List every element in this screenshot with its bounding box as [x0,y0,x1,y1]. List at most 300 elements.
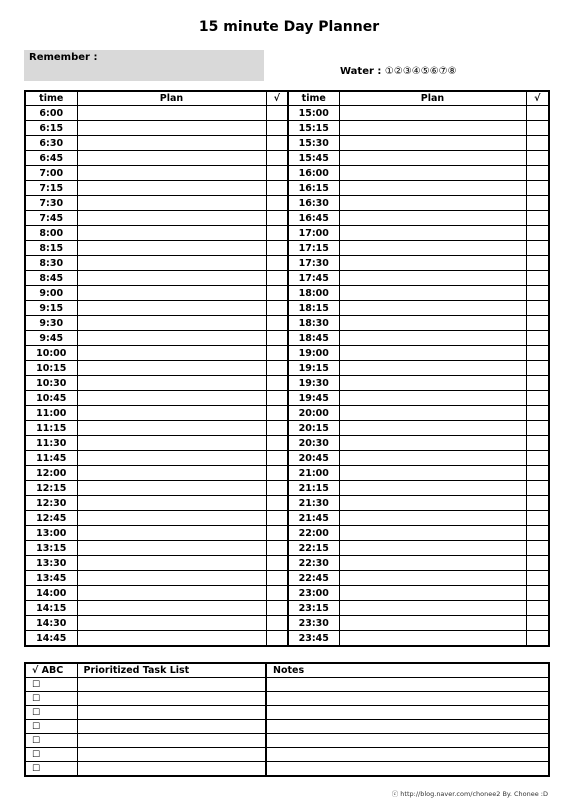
time-cell: 7:30 [25,196,77,211]
check-cell[interactable] [266,316,288,331]
time-cell: 6:15 [25,121,77,136]
check-cell[interactable] [266,241,288,256]
time-cell: 8:00 [25,226,77,241]
plan-cell[interactable] [77,301,266,316]
check-cell[interactable] [266,586,288,601]
check-cell[interactable] [266,301,288,316]
plan-cell[interactable] [77,331,266,346]
task-checkbox-cell[interactable] [25,762,77,777]
notes-cell[interactable] [266,720,549,734]
schedule-row [25,241,549,256]
schedule-row [25,316,549,331]
check-cell[interactable] [266,361,288,376]
plan-cell[interactable] [339,121,526,136]
schedule-row [25,211,549,226]
time-cell: 8:45 [25,271,77,286]
task-text-cell[interactable] [77,748,266,762]
check-cell[interactable] [266,391,288,406]
schedule-row [25,451,549,466]
schedule-row [25,286,549,301]
time-cell: 12:30 [25,496,77,511]
time-cell: 20:45 [288,451,339,466]
time-cell: 13:45 [25,571,77,586]
check-cell[interactable] [526,466,549,481]
page-title: 15 minute Day Planner [198,19,380,35]
plan-cell[interactable] [339,631,526,647]
check-cell[interactable] [526,376,549,391]
check-cell[interactable] [526,421,549,436]
check-cell[interactable] [526,331,549,346]
plan-cell[interactable] [339,571,526,586]
time-cell: 21:30 [288,496,339,511]
task-table [24,662,550,777]
time-cell: 18:00 [288,286,339,301]
task-checkbox-cell[interactable] [25,706,77,720]
time-cell: 11:00 [25,406,77,421]
plan-cell[interactable] [339,361,526,376]
check-cell[interactable] [266,346,288,361]
check-cell[interactable] [266,511,288,526]
check-cell[interactable] [266,331,288,346]
plan-cell[interactable] [77,271,266,286]
footer-credit: ⓒ http://blog.naver.com/chonee2 By. Chonee :D [391,790,548,798]
time-cell: 15:30 [288,136,339,151]
time-cell: 10:30 [25,376,77,391]
water-label: Water : [340,66,382,77]
time-cell: 20:00 [288,406,339,421]
check-cell[interactable] [266,196,288,211]
plan-cell[interactable] [339,136,526,151]
check-cell[interactable] [266,181,288,196]
plan-cell[interactable] [339,346,526,361]
plan-cell[interactable] [77,121,266,136]
time-cell: 20:30 [288,436,339,451]
check-cell[interactable] [526,481,549,496]
notes-cell[interactable] [266,748,549,762]
schedule-row [25,406,549,421]
time-cell: 10:15 [25,361,77,376]
check-cell[interactable] [526,271,549,286]
task-row [25,762,549,777]
schedule-row [25,391,549,406]
schedule-row [25,226,549,241]
notes-cell[interactable] [266,692,549,706]
time-cell: 7:00 [25,166,77,181]
time-cell: 18:15 [288,301,339,316]
plan-cell[interactable] [77,616,266,631]
time-cell: 12:00 [25,466,77,481]
task-text-cell[interactable] [77,706,266,720]
check-cell[interactable] [266,136,288,151]
check-cell[interactable] [266,631,288,647]
plan-cell[interactable] [77,541,266,556]
check-cell[interactable] [266,541,288,556]
plan-cell[interactable] [77,481,266,496]
plan-cell[interactable] [77,571,266,586]
check-cell[interactable] [526,556,549,571]
task-header-row [25,663,549,678]
water-glasses[interactable]: ①②③④⑤⑥⑦⑧ [384,66,457,77]
plan-cell[interactable] [77,376,266,391]
schedule-header-row [25,91,549,106]
schedule-row [25,331,549,346]
task-checkbox-cell[interactable] [25,734,77,748]
check-cell[interactable] [526,196,549,211]
check-cell[interactable] [266,496,288,511]
schedule-row [25,181,549,196]
check-header: √ [526,91,549,106]
notes-header: Notes [266,663,549,678]
plan-cell[interactable] [339,481,526,496]
notes-cell[interactable] [266,706,549,720]
time-cell: 9:00 [25,286,77,301]
plan-cell[interactable] [339,601,526,616]
plan-cell[interactable] [77,421,266,436]
plan-cell[interactable] [339,286,526,301]
plan-cell[interactable] [77,196,266,211]
schedule-row [25,436,549,451]
schedule-row [25,196,549,211]
plan-cell[interactable] [339,241,526,256]
check-cell[interactable] [526,601,549,616]
plan-cell[interactable] [77,226,266,241]
check-cell[interactable] [526,241,549,256]
check-cell[interactable] [526,526,549,541]
plan-cell[interactable] [339,511,526,526]
check-cell[interactable] [526,586,549,601]
plan-cell[interactable] [339,316,526,331]
plan-cell[interactable] [339,436,526,451]
time-cell: 13:30 [25,556,77,571]
check-cell[interactable] [266,466,288,481]
check-cell[interactable] [526,316,549,331]
task-checkbox-cell[interactable] [25,692,77,706]
plan-cell[interactable] [339,301,526,316]
check-cell[interactable] [266,601,288,616]
time-cell: 15:15 [288,121,339,136]
time-cell: 18:30 [288,316,339,331]
check-cell[interactable] [526,541,549,556]
time-cell: 14:00 [25,586,77,601]
time-cell: 15:00 [288,106,339,121]
time-cell: 11:30 [25,436,77,451]
plan-cell[interactable] [339,166,526,181]
check-cell[interactable] [266,436,288,451]
time-cell: 19:30 [288,376,339,391]
check-cell[interactable] [266,421,288,436]
time-cell: 23:15 [288,601,339,616]
schedule-row [25,151,549,166]
schedule-row [25,481,549,496]
task-row [25,720,549,734]
check-cell[interactable] [266,271,288,286]
plan-cell[interactable] [339,526,526,541]
plan-cell[interactable] [77,136,266,151]
time-cell: 6:45 [25,151,77,166]
time-cell: 10:00 [25,346,77,361]
time-cell: 22:30 [288,556,339,571]
schedule-row [25,346,549,361]
check-cell[interactable] [526,571,549,586]
plan-cell[interactable] [339,196,526,211]
plan-cell[interactable] [339,406,526,421]
time-cell: 17:15 [288,241,339,256]
plan-cell[interactable] [77,256,266,271]
plan-cell[interactable] [77,361,266,376]
plan-cell[interactable] [339,151,526,166]
checkbox-icon[interactable]: ☐ [32,707,41,718]
time-header: time [288,91,339,106]
time-cell: 19:45 [288,391,339,406]
plan-cell[interactable] [77,151,266,166]
schedule-row [25,376,549,391]
check-cell[interactable] [266,226,288,241]
check-cell[interactable] [526,406,549,421]
check-cell[interactable] [266,481,288,496]
schedule-row [25,496,549,511]
time-cell: 7:15 [25,181,77,196]
plan-header: Plan [77,91,266,106]
task-text-cell[interactable] [77,762,266,777]
check-cell[interactable] [526,361,549,376]
check-cell[interactable] [266,166,288,181]
schedule-row [25,586,549,601]
time-cell: 19:00 [288,346,339,361]
check-cell[interactable] [266,616,288,631]
notes-cell[interactable] [266,678,549,692]
time-cell: 23:00 [288,586,339,601]
check-cell[interactable] [526,631,549,647]
time-cell: 16:15 [288,181,339,196]
plan-cell[interactable] [77,241,266,256]
time-cell: 18:45 [288,331,339,346]
time-cell: 17:45 [288,271,339,286]
time-cell: 6:30 [25,136,77,151]
plan-cell[interactable] [339,106,526,121]
plan-cell[interactable] [339,421,526,436]
time-cell: 11:15 [25,421,77,436]
check-cell[interactable] [526,256,549,271]
check-cell[interactable] [526,511,549,526]
check-cell[interactable] [266,571,288,586]
plan-cell[interactable] [77,601,266,616]
plan-cell[interactable] [77,286,266,301]
notes-cell[interactable] [266,762,549,777]
plan-cell[interactable] [339,376,526,391]
schedule-row [25,511,549,526]
schedule-row [25,526,549,541]
schedule-row [25,271,549,286]
schedule-row [25,136,549,151]
plan-cell[interactable] [339,616,526,631]
water-tracker [340,66,457,77]
checkbox-icon[interactable]: ☐ [32,749,41,760]
time-cell: 7:45 [25,211,77,226]
check-cell[interactable] [526,181,549,196]
schedule-row [25,166,549,181]
time-cell: 8:15 [25,241,77,256]
notes-cell[interactable] [266,734,549,748]
plan-cell[interactable] [77,406,266,421]
time-cell: 14:45 [25,631,77,647]
check-cell[interactable] [526,436,549,451]
checkbox-icon[interactable]: ☐ [32,735,41,746]
schedule-row [25,466,549,481]
schedule-row [25,361,549,376]
plan-cell[interactable] [339,466,526,481]
time-cell: 14:30 [25,616,77,631]
time-cell: 22:45 [288,571,339,586]
plan-cell[interactable] [339,556,526,571]
time-cell: 23:30 [288,616,339,631]
plan-cell[interactable] [339,331,526,346]
check-header: √ [266,91,288,106]
task-text-cell[interactable] [77,678,266,692]
schedule-row [25,121,549,136]
check-cell[interactable] [266,406,288,421]
task-checkbox-cell[interactable] [25,678,77,692]
check-cell[interactable] [266,451,288,466]
check-cell[interactable] [526,211,549,226]
schedule-row [25,301,549,316]
schedule-row [25,616,549,631]
task-row [25,734,549,748]
task-text-cell[interactable] [77,720,266,734]
check-cell[interactable] [526,286,549,301]
remember-box[interactable] [24,50,264,81]
schedule-row [25,541,549,556]
task-row [25,706,549,720]
task-checkbox-cell[interactable] [25,748,77,762]
check-cell[interactable] [526,121,549,136]
time-cell: 6:00 [25,106,77,121]
check-cell[interactable] [526,451,549,466]
plan-cell[interactable] [77,436,266,451]
plan-cell[interactable] [77,556,266,571]
time-cell: 16:00 [288,166,339,181]
checkbox-icon[interactable]: ☐ [32,693,41,704]
check-cell[interactable] [266,286,288,301]
plan-cell[interactable] [339,586,526,601]
plan-cell[interactable] [77,511,266,526]
time-cell: 12:15 [25,481,77,496]
check-cell[interactable] [526,496,549,511]
time-cell: 12:45 [25,511,77,526]
check-cell[interactable] [266,556,288,571]
plan-cell[interactable] [77,631,266,647]
time-cell: 22:00 [288,526,339,541]
time-cell: 9:30 [25,316,77,331]
time-cell: 21:15 [288,481,339,496]
check-cell[interactable] [526,106,549,121]
plan-cell[interactable] [77,466,266,481]
task-checkbox-cell[interactable] [25,720,77,734]
time-cell: 20:15 [288,421,339,436]
check-cell[interactable] [526,391,549,406]
check-cell[interactable] [266,211,288,226]
checkbox-icon[interactable]: ☐ [32,721,41,732]
plan-cell[interactable] [339,256,526,271]
check-cell[interactable] [526,616,549,631]
task-row [25,692,549,706]
plan-cell[interactable] [77,526,266,541]
time-cell: 16:45 [288,211,339,226]
plan-cell[interactable] [77,391,266,406]
check-cell[interactable] [266,376,288,391]
schedule-row [25,601,549,616]
time-cell: 11:45 [25,451,77,466]
checkbox-icon[interactable]: ☐ [32,763,41,774]
schedule-row [25,106,549,121]
plan-cell[interactable] [339,391,526,406]
time-cell: 16:30 [288,196,339,211]
plan-cell[interactable] [77,181,266,196]
time-cell: 13:00 [25,526,77,541]
plan-cell[interactable] [77,106,266,121]
plan-header: Plan [339,91,526,106]
check-cell[interactable] [526,151,549,166]
plan-cell[interactable] [77,316,266,331]
check-cell[interactable] [526,166,549,181]
task-text-cell[interactable] [77,734,266,748]
check-cell[interactable] [266,151,288,166]
plan-cell[interactable] [77,586,266,601]
check-cell[interactable] [266,106,288,121]
time-cell: 23:45 [288,631,339,647]
plan-cell[interactable] [339,496,526,511]
time-cell: 17:30 [288,256,339,271]
schedule-table [24,90,550,647]
task-row [25,678,549,692]
plan-cell[interactable] [339,211,526,226]
time-cell: 21:45 [288,511,339,526]
time-cell: 10:45 [25,391,77,406]
time-cell: 13:15 [25,541,77,556]
schedule-row [25,631,549,647]
check-cell[interactable] [526,136,549,151]
task-list-header: Prioritized Task List [77,663,266,678]
time-cell: 19:15 [288,361,339,376]
plan-cell[interactable] [77,496,266,511]
checkbox-icon[interactable]: ☐ [32,679,41,690]
remember-label: Remember : [29,52,98,63]
check-cell[interactable] [266,121,288,136]
check-cell[interactable] [526,226,549,241]
time-cell: 15:45 [288,151,339,166]
plan-cell[interactable] [77,211,266,226]
schedule-row [25,421,549,436]
time-header: time [25,91,77,106]
check-cell[interactable] [266,526,288,541]
time-cell: 22:15 [288,541,339,556]
plan-cell[interactable] [339,451,526,466]
time-cell: 17:00 [288,226,339,241]
check-cell[interactable] [266,256,288,271]
task-text-cell[interactable] [77,692,266,706]
check-cell[interactable] [526,346,549,361]
time-cell: 21:00 [288,466,339,481]
plan-cell[interactable] [339,541,526,556]
plan-cell[interactable] [77,346,266,361]
check-cell[interactable] [526,301,549,316]
plan-cell[interactable] [339,181,526,196]
plan-cell[interactable] [77,451,266,466]
plan-cell[interactable] [339,226,526,241]
time-cell: 9:45 [25,331,77,346]
time-cell: 9:15 [25,301,77,316]
plan-cell[interactable] [339,271,526,286]
plan-cell[interactable] [77,166,266,181]
